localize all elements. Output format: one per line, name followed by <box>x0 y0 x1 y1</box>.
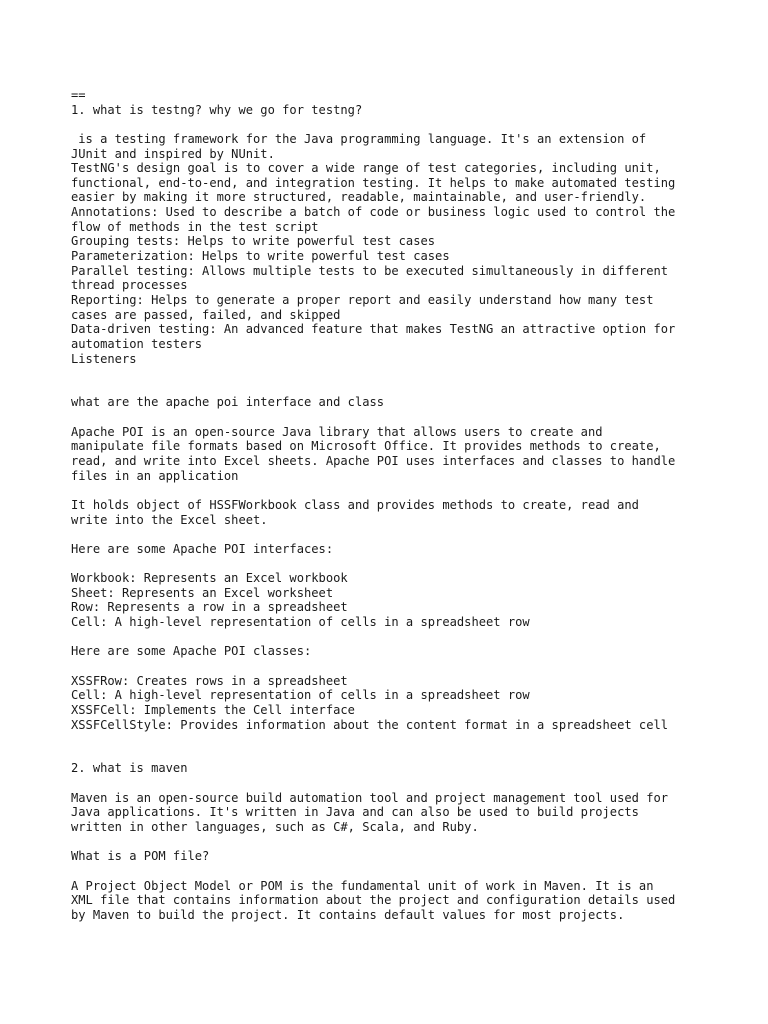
poi-intro-line: read, and write into Excel sheets. Apache POI uses interfaces and classes to handle <box>71 454 676 469</box>
testng-line: easier by making it more structured, readable, maintainable, and user-friendly. <box>71 190 647 205</box>
blank-line <box>71 835 731 850</box>
blank-line <box>71 776 731 791</box>
testng-line: Parallel testing: Allows multiple tests to be executed simultaneously in different <box>71 263 669 278</box>
testng-line: JUnit and inspired by NUnit. <box>71 146 275 161</box>
maven-line: written in other languages, such as C#, Scala, and Ruby. <box>71 820 479 835</box>
question-2-title: 2. what is maven <box>71 761 188 776</box>
testng-line: is a testing framework for the Java programming language. It's an extension of <box>71 131 647 146</box>
blank-line <box>71 732 731 747</box>
testng-line: Reporting: Helps to generate a proper report and easily understand how many test <box>71 292 654 307</box>
maven-line: Maven is an open-source build automation tool and project management tool used for <box>71 790 669 805</box>
poi-intro-line: files in an application <box>71 468 239 483</box>
blank-line <box>71 410 731 425</box>
poi-classes-heading: Here are some Apache POI classes: <box>71 644 312 659</box>
testng-line: Grouping tests: Helps to write powerful test cases <box>71 234 436 249</box>
pom-answer-line: XML file that contains information about the project and configuration details used <box>71 893 676 908</box>
blank-line <box>71 557 731 572</box>
testng-line: thread processes <box>71 278 188 293</box>
question-1-title: 1. what is testng? why we go for testng? <box>71 102 363 117</box>
poi-interface-item: Sheet: Represents an Excel worksheet <box>71 585 334 600</box>
blank-line <box>71 630 731 645</box>
poi-intro-line: manipulate file formats based on Microsoft Office. It provides methods to create, <box>71 439 661 454</box>
testng-line: cases are passed, failed, and skipped <box>71 307 341 322</box>
poi-holds-line: write into the Excel sheet. <box>71 512 268 527</box>
testng-line: Parameterization: Helps to write powerful test cases <box>71 249 450 264</box>
poi-class-item: XSSFCellStyle: Provides information about the content format in a spreadsheet cell <box>71 717 669 732</box>
pom-answer-line: by Maven to build the project. It contains default values for most projects. <box>71 907 625 922</box>
blank-line <box>71 659 731 674</box>
testng-line: TestNG's design goal is to cover a wide range of test categories, including unit, <box>71 161 661 176</box>
poi-interface-item: Workbook: Represents an Excel workbook <box>71 571 348 586</box>
poi-interfaces-heading: Here are some Apache POI interfaces: <box>71 541 334 556</box>
document-page <box>71 88 731 923</box>
testng-line: functional, end-to-end, and integration testing. It helps to make automated testing <box>71 175 676 190</box>
testng-line: automation testers <box>71 336 203 351</box>
poi-class-item: XSSFRow: Creates rows in a spreadsheet <box>71 673 348 688</box>
blank-line <box>71 117 731 132</box>
blank-line <box>71 527 731 542</box>
poi-holds-line: It holds object of HSSFWorkbook class and provides methods to create, read and <box>71 497 639 512</box>
poi-class-item: Cell: A high-level representation of cells in a spreadsheet row <box>71 688 530 703</box>
separator: == <box>71 88 86 102</box>
pom-answer-line: A Project Object Model or POM is the fundamental unit of work in Maven. It is an <box>71 878 654 893</box>
poi-interface-item: Cell: A high-level representation of cells in a spreadsheet row <box>71 615 530 630</box>
testng-line: Annotations: Used to describe a batch of code or business logic used to control the <box>71 205 676 220</box>
poi-title: what are the apache poi interface and class <box>71 395 385 410</box>
blank-line <box>71 483 731 498</box>
testng-line: Listeners <box>71 351 137 366</box>
blank-line <box>71 864 731 879</box>
testng-line: Data-driven testing: An advanced feature that makes TestNG an attractive option for <box>71 322 676 337</box>
pom-question: What is a POM file? <box>71 849 210 864</box>
blank-line <box>71 747 731 762</box>
testng-line: flow of methods in the test script <box>71 219 319 234</box>
blank-line <box>71 366 731 381</box>
poi-class-item: XSSFCell: Implements the Cell interface <box>71 702 355 717</box>
poi-interface-item: Row: Represents a row in a spreadsheet <box>71 600 348 615</box>
poi-intro-line: Apache POI is an open-source Java library that allows users to create and <box>71 424 603 439</box>
blank-line <box>71 381 731 396</box>
maven-line: Java applications. It's written in Java and can also be used to build projects <box>71 805 639 820</box>
